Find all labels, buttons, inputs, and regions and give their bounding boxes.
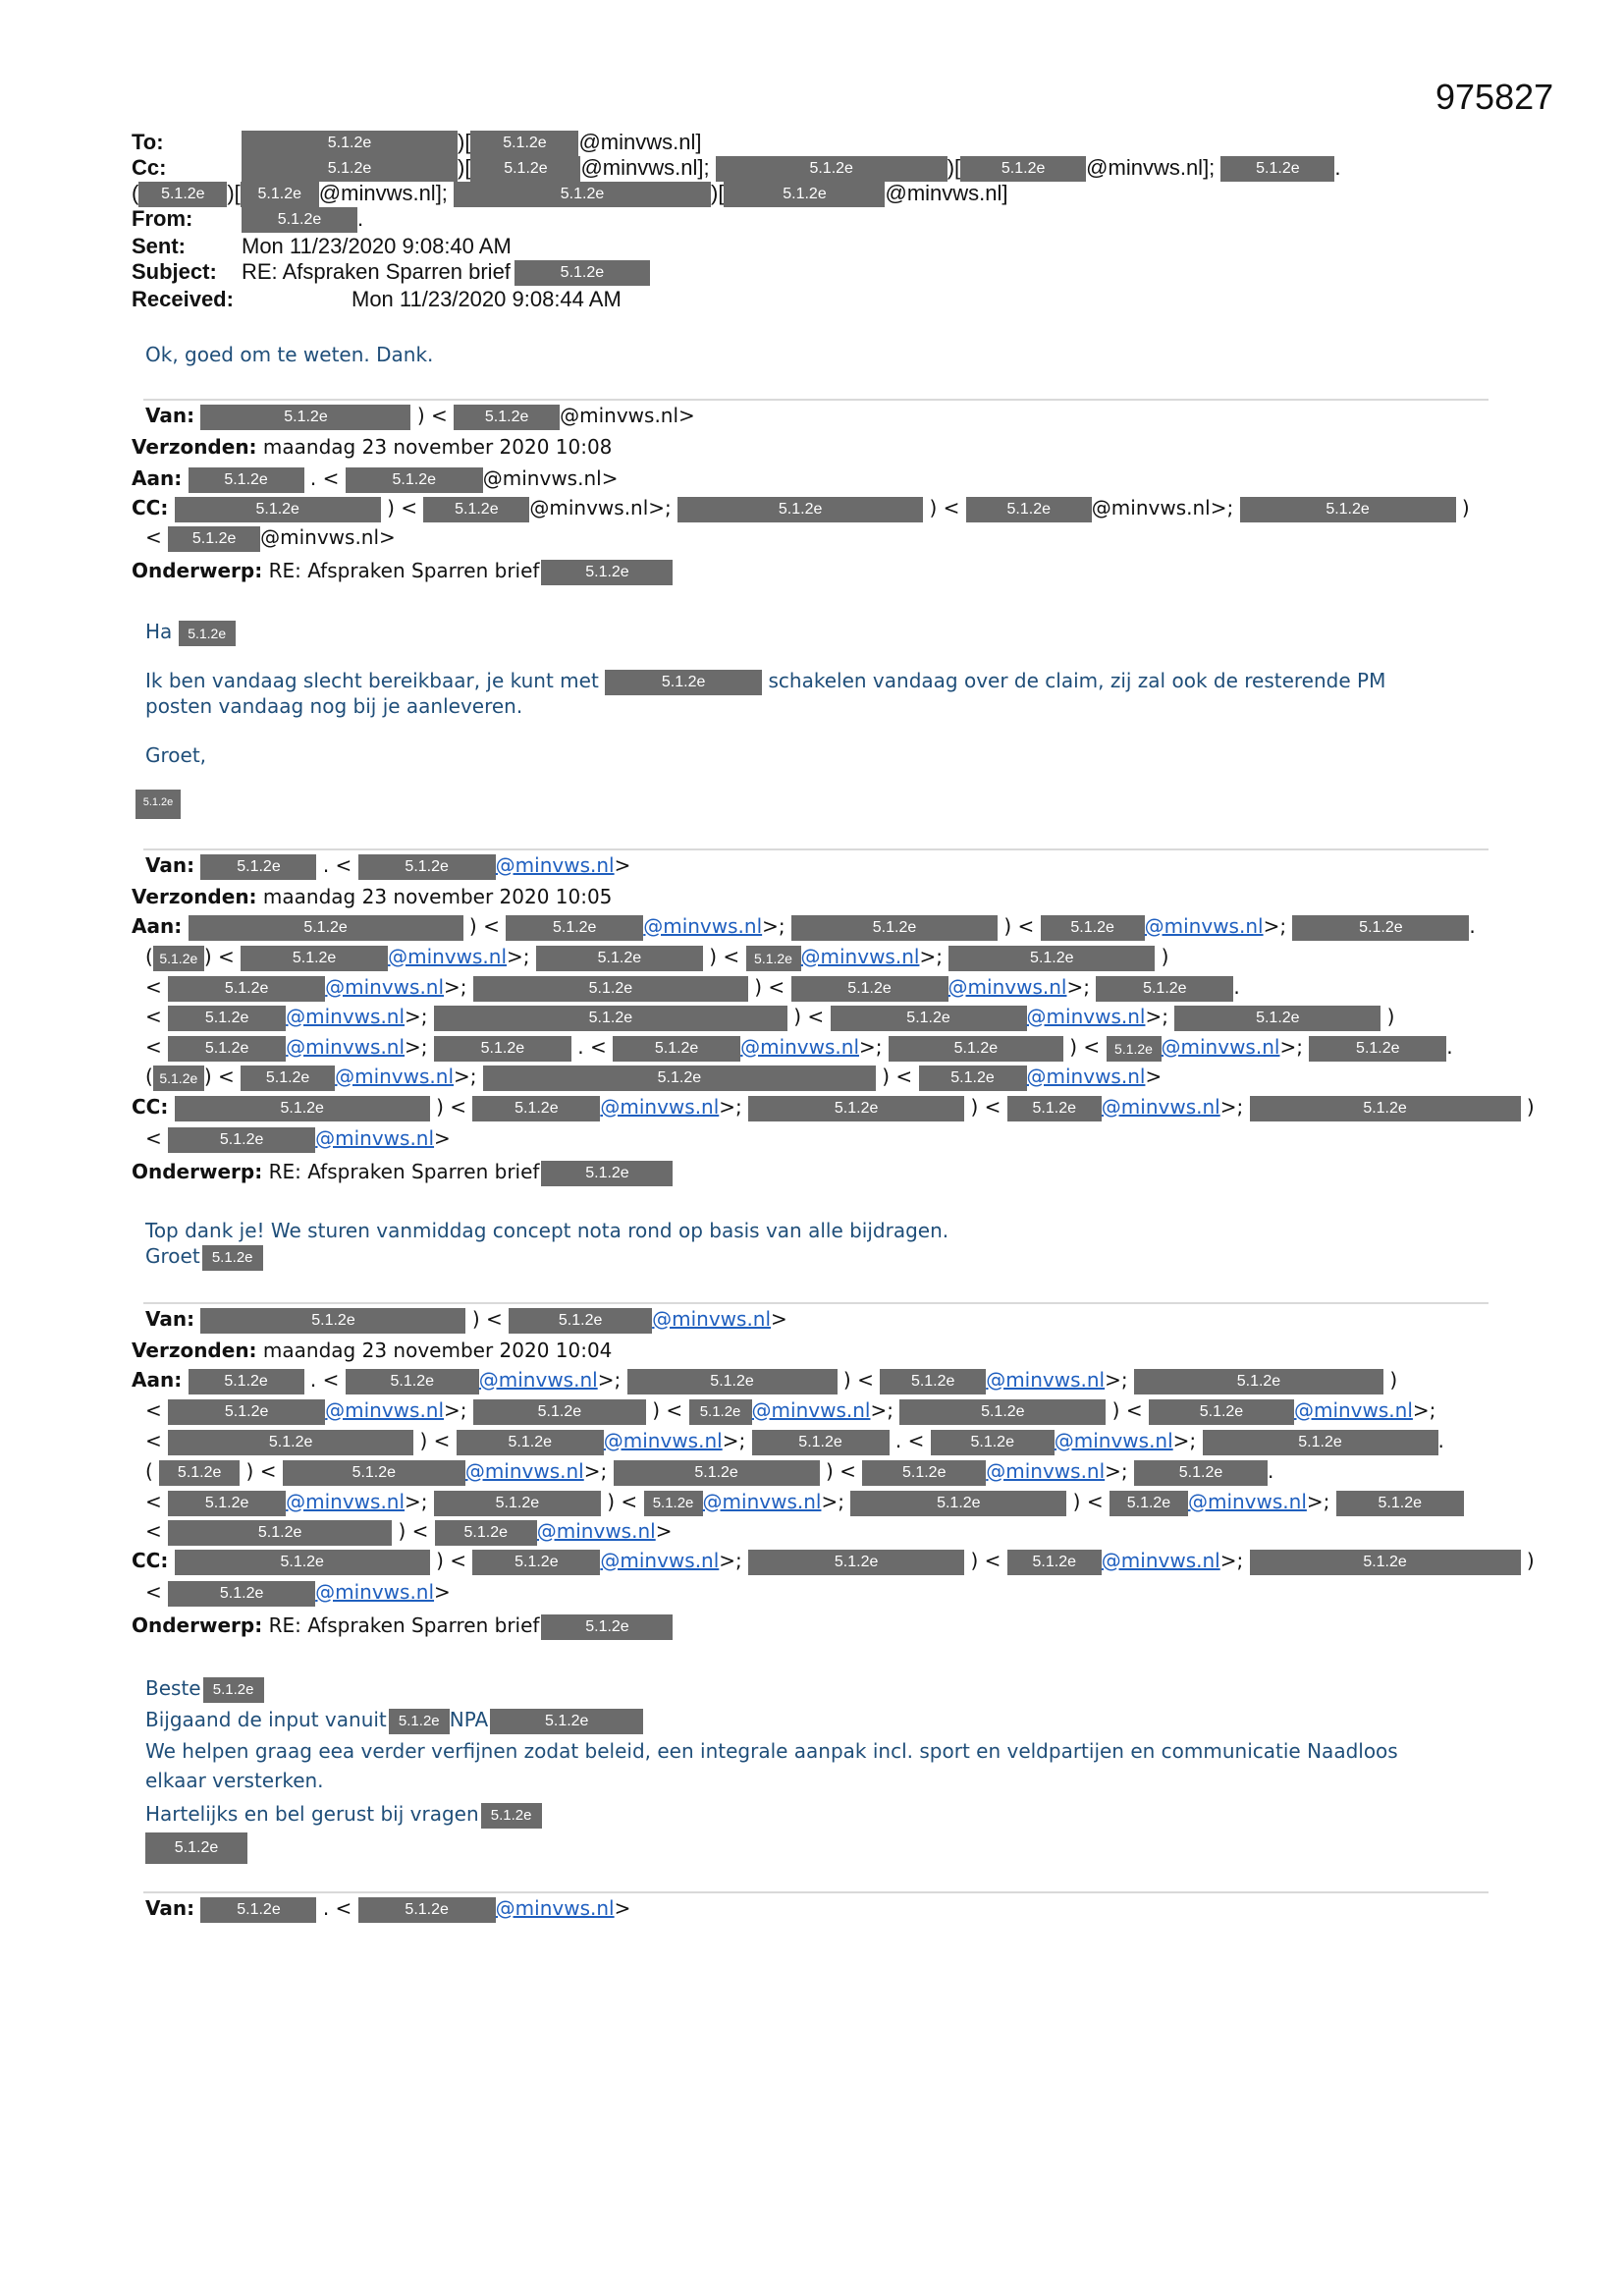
email-link[interactable]: @minvws.nl xyxy=(286,1490,406,1513)
msg3-greeting xyxy=(145,1675,264,1703)
received-line xyxy=(132,287,622,312)
sent-value: Mon 11/23/2020 9:08:40 AM xyxy=(242,234,512,258)
msg3-cc-2: < 5.1.2e @minvws.nl> xyxy=(145,1579,451,1607)
redaction: 5.1.2e xyxy=(490,1709,643,1734)
redaction: 5.1.2e xyxy=(200,1897,316,1923)
cc-label: Cc: xyxy=(132,155,167,180)
redaction: 5.1.2e xyxy=(203,1677,264,1703)
redaction: 5.1.2e xyxy=(189,1369,304,1394)
redaction: 5.1.2e xyxy=(175,497,381,522)
redaction: 5.1.2e xyxy=(850,1491,1066,1516)
subject-label: Subject: xyxy=(132,259,217,284)
redaction: 5.1.2e xyxy=(135,790,181,819)
redaction: 5.1.2e xyxy=(791,976,948,1002)
msg3-van: Van: 5.1.2e ) < 5.1.2e @minvws.nl> xyxy=(145,1306,787,1334)
separator xyxy=(143,1891,1489,1893)
email-link[interactable]: @minvws.nl xyxy=(947,975,1067,999)
redaction: 5.1.2e xyxy=(168,1006,286,1031)
redaction: 5.1.2e xyxy=(242,207,357,233)
redaction: 5.1.2e xyxy=(168,1520,392,1546)
redaction: 5.1.2e xyxy=(241,946,388,971)
redaction: 5.1.2e xyxy=(434,1006,787,1031)
to-line: To: 5.1.2e )[ 5.1.2e @minvws.nl] xyxy=(132,130,701,156)
redaction: 5.1.2e xyxy=(613,1036,740,1062)
body-text: schakelen vandaag over de claim, zij zal ook de resterende PM xyxy=(768,669,1386,692)
redaction: 5.1.2e xyxy=(677,497,923,522)
redaction: 5.1.2e xyxy=(1220,156,1334,182)
redaction: 5.1.2e xyxy=(168,1491,286,1516)
redaction: 5.1.2e xyxy=(1203,1430,1438,1455)
aan-label: Aan: xyxy=(132,1368,183,1392)
email-link[interactable]: @minvws.nl xyxy=(464,1459,584,1483)
email-link[interactable]: @minvws.nl xyxy=(1293,1398,1413,1422)
redaction: 5.1.2e xyxy=(175,1550,430,1575)
sent-value: maandag 23 november 2020 10:04 xyxy=(262,1339,613,1362)
email-link[interactable]: @minvws.nl xyxy=(600,1095,720,1119)
redaction: 5.1.2e xyxy=(889,1036,1063,1062)
email-link[interactable]: @minvws.nl xyxy=(478,1368,598,1392)
redaction: 5.1.2e xyxy=(189,467,304,493)
msg2-aan: Aan: 5.1.2e ) < 5.1.2e @minvws.nl>; 5.1.2e ) < 5.1.2e @minvws.nl>; 5.1.2e . xyxy=(132,913,1476,941)
separator xyxy=(143,848,1489,850)
greeting-text: Beste xyxy=(145,1676,201,1700)
redaction: 5.1.2e xyxy=(1110,1491,1188,1516)
redaction: 5.1.2e xyxy=(358,1897,496,1923)
redaction: 5.1.2e xyxy=(1096,976,1233,1002)
redaction: 5.1.2e xyxy=(168,1581,315,1607)
from-line: From: 5.1.2e . xyxy=(132,206,363,233)
subject-value: RE: Afspraken Sparren brief xyxy=(268,1613,540,1637)
msg3-body-line1 xyxy=(145,1707,643,1734)
email-link[interactable]: @minvws.nl xyxy=(495,853,615,877)
document-number: 975827 xyxy=(1435,77,1554,117)
msg1-greeting xyxy=(145,619,236,646)
email-link[interactable]: @minvws.nl xyxy=(495,1896,615,1920)
msg3-subject xyxy=(132,1613,673,1640)
redaction: 5.1.2e xyxy=(481,1803,542,1829)
subject-value: RE: Afspraken Sparren brief xyxy=(268,1160,540,1183)
redaction: 5.1.2e xyxy=(1007,1550,1102,1575)
email-link[interactable]: @minvws.nl xyxy=(1144,914,1264,938)
redaction: 5.1.2e xyxy=(435,1520,537,1546)
redaction: 5.1.2e xyxy=(614,1460,820,1486)
redaction: 5.1.2e xyxy=(746,946,801,971)
cc-label: CC: xyxy=(132,1549,169,1572)
received-label: Received: xyxy=(132,287,234,311)
msg2-aan-3: < 5.1.2e @minvws.nl>; 5.1.2e ) < 5.1.2e @minvws.nl>; 5.1.2e . xyxy=(145,974,1240,1002)
email-link[interactable]: @minvws.nl xyxy=(325,975,445,999)
email-domain: @minvws.nl xyxy=(1086,155,1204,180)
redaction: 5.1.2e xyxy=(200,1308,465,1334)
redaction: 5.1.2e xyxy=(1007,1096,1102,1121)
msg3-aan-5: < 5.1.2e @minvws.nl>; 5.1.2e ) < 5.1.2e @minvws.nl>; 5.1.2e ) < 5.1.2e @minvws.nl>; 5.1.2e xyxy=(145,1489,1464,1516)
redaction: 5.1.2e xyxy=(541,1161,673,1186)
msg2-cc-2: < 5.1.2e @minvws.nl> xyxy=(145,1125,451,1153)
email-link[interactable]: @minvws.nl xyxy=(388,945,508,968)
msg3-aan-4: ( 5.1.2e ) < 5.1.2e @minvws.nl>; 5.1.2e ) < 5.1.2e @minvws.nl>; 5.1.2e . xyxy=(145,1458,1273,1486)
email-link[interactable]: @minvws.nl xyxy=(1054,1429,1173,1452)
redaction: 5.1.2e xyxy=(724,182,885,207)
msg3-aan-3: < 5.1.2e ) < 5.1.2e @minvws.nl>; 5.1.2e . < 5.1.2e @minvws.nl>; 5.1.2e . xyxy=(145,1428,1444,1455)
redaction: 5.1.2e xyxy=(153,1066,204,1091)
redaction: 5.1.2e xyxy=(541,560,673,585)
redaction: 5.1.2e xyxy=(346,467,483,493)
email-link[interactable]: @minvws.nl xyxy=(986,1368,1106,1392)
sent-line xyxy=(132,234,512,259)
msg2-van: Van: 5.1.2e . < 5.1.2e @minvws.nl> xyxy=(145,852,630,880)
redaction: 5.1.2e xyxy=(472,1550,600,1575)
redaction: 5.1.2e xyxy=(1041,915,1145,941)
redaction: 5.1.2e xyxy=(716,156,947,182)
redaction: 5.1.2e xyxy=(457,1430,604,1455)
msg2-subject xyxy=(132,1159,673,1186)
van-label: Van: xyxy=(145,1307,195,1331)
redaction: 5.1.2e xyxy=(862,1460,986,1486)
redaction: 5.1.2e xyxy=(168,1430,413,1455)
msg1-cc-2: < 5.1.2e @minvws.nl> xyxy=(145,524,396,552)
redaction: 5.1.2e xyxy=(948,946,1155,971)
redaction: 5.1.2e xyxy=(791,915,998,941)
redaction: 5.1.2e xyxy=(1250,1096,1521,1121)
redaction: 5.1.2e xyxy=(200,405,410,430)
sent-label: Sent: xyxy=(132,234,186,258)
msg1-closing: Groet, xyxy=(145,743,207,767)
separator xyxy=(143,1302,1489,1304)
email-link[interactable]: @minvws.nl xyxy=(702,1490,822,1513)
from-label: From: xyxy=(132,206,193,231)
redaction: 5.1.2e xyxy=(168,526,260,552)
msg3-body-line2: We helpen graag eea verder verfijnen zodat beleid, een integrale aanpak incl. sport en veldpartijen en communicatie Naadloos xyxy=(145,1739,1398,1763)
msg1-van: Van: 5.1.2e ) < 5.1.2e @minvws.nl> xyxy=(145,403,695,430)
redaction: 5.1.2e xyxy=(536,946,703,971)
redaction: 5.1.2e xyxy=(931,1430,1055,1455)
email-domain: @minvws.nl xyxy=(318,181,436,205)
redaction: 5.1.2e xyxy=(627,1369,838,1394)
redaction: 5.1.2e xyxy=(242,131,458,156)
msg3-aan: Aan: 5.1.2e . < 5.1.2e @minvws.nl>; 5.1.2e ) < 5.1.2e @minvws.nl>; 5.1.2e ) xyxy=(132,1367,1397,1394)
msg1-cc: CC: 5.1.2e ) < 5.1.2e @minvws.nl>; 5.1.2e ) < 5.1.2e @minvws.nl>; 5.1.2e ) xyxy=(132,495,1470,522)
closing-text: Groet xyxy=(145,1244,200,1268)
email-link[interactable]: @minvws.nl xyxy=(986,1459,1106,1483)
email-link[interactable]: @minvws.nl xyxy=(1161,1035,1280,1059)
msg2-aan-6: ( 5.1.2e ) < 5.1.2e @minvws.nl>; 5.1.2e ) < 5.1.2e @minvws.nl> xyxy=(145,1064,1162,1091)
redaction: 5.1.2e xyxy=(202,1245,263,1271)
redaction: 5.1.2e xyxy=(159,1460,240,1486)
msg2-body-line1: Top dank je! We sturen vanmiddag concept nota rond op basis van alle bijdragen. xyxy=(145,1219,949,1242)
sent-value: maandag 23 november 2020 10:08 xyxy=(262,435,613,459)
van-label: Van: xyxy=(145,404,195,427)
redaction: 5.1.2e xyxy=(1134,1369,1383,1394)
redaction: 5.1.2e xyxy=(175,1096,430,1121)
email-domain: @minvws.nl xyxy=(580,155,698,180)
redaction: 5.1.2e xyxy=(179,621,236,646)
redaction: 5.1.2e xyxy=(168,976,325,1002)
redaction: 5.1.2e xyxy=(748,1550,964,1575)
redaction: 5.1.2e xyxy=(470,131,578,156)
email-link[interactable]: @minvws.nl xyxy=(1101,1549,1220,1572)
msg3-body-line3: elkaar versterken. xyxy=(145,1769,324,1792)
email-link[interactable]: @minvws.nl xyxy=(286,1035,406,1059)
sent-value: maandag 23 november 2020 10:05 xyxy=(262,885,613,908)
redaction: 5.1.2e xyxy=(200,854,316,880)
email-link[interactable]: @minvws.nl xyxy=(652,1307,772,1331)
onderwerp-label: Onderwerp: xyxy=(132,1160,263,1183)
msg3-closing xyxy=(145,1801,542,1829)
verzonden-label: Verzonden: xyxy=(132,885,257,908)
van-label: Van: xyxy=(145,1896,195,1920)
msg4-van: Van: 5.1.2e . < 5.1.2e @minvws.nl> xyxy=(145,1895,630,1923)
redaction: 5.1.2e xyxy=(138,182,227,207)
separator xyxy=(143,399,1489,401)
greeting-text: Ha xyxy=(145,620,173,643)
onderwerp-label: Onderwerp: xyxy=(132,559,263,582)
email-link[interactable]: @minvws.nl xyxy=(1101,1095,1220,1119)
redaction: 5.1.2e xyxy=(454,405,560,430)
email-domain: @minvws.nl xyxy=(1091,496,1211,519)
msg1-signature xyxy=(135,790,181,819)
email-domain: @minvws.nl xyxy=(529,496,649,519)
cc-label: CC: xyxy=(132,1095,169,1119)
cc-line: Cc: 5.1.2e )[ 5.1.2e @minvws.nl]; 5.1.2e )[ 5.1.2e @minvws.nl]; 5.1.2e . xyxy=(132,155,1341,182)
subject-value: RE: Afspraken Sparren brief xyxy=(268,559,540,582)
msg3-cc: CC: 5.1.2e ) < 5.1.2e @minvws.nl>; 5.1.2e ) < 5.1.2e @minvws.nl>; 5.1.2e ) xyxy=(132,1548,1535,1575)
email-link[interactable]: @minvws.nl xyxy=(335,1065,455,1088)
redaction: 5.1.2e xyxy=(748,1096,964,1121)
email-link[interactable]: @minvws.nl xyxy=(315,1580,435,1604)
email-domain: @minvws.nl xyxy=(482,466,602,490)
verzonden-label: Verzonden: xyxy=(132,1339,257,1362)
to-label: To: xyxy=(132,130,164,154)
redaction: 5.1.2e xyxy=(966,497,1092,522)
reply-body: Ok, goed om te weten. Dank. xyxy=(145,343,434,366)
redaction: 5.1.2e xyxy=(605,670,762,695)
verzonden-label: Verzonden: xyxy=(132,435,257,459)
redaction: 5.1.2e xyxy=(919,1066,1027,1091)
redaction: 5.1.2e xyxy=(470,156,580,182)
msg3-sent xyxy=(132,1338,612,1363)
email-link[interactable]: @minvws.nl xyxy=(600,1549,720,1572)
redaction: 5.1.2e xyxy=(472,1096,600,1121)
redaction: 5.1.2e xyxy=(434,1491,601,1516)
msg2-aan-4: < 5.1.2e @minvws.nl>; 5.1.2e ) < 5.1.2e @minvws.nl>; 5.1.2e ) xyxy=(145,1004,1395,1031)
body-text: Bijgaand de input vanuit xyxy=(145,1708,387,1731)
email-domain: @minvws.nl xyxy=(260,525,380,549)
redaction: 5.1.2e xyxy=(434,1036,571,1062)
redaction: 5.1.2e xyxy=(454,182,711,207)
redaction: 5.1.2e xyxy=(752,1430,890,1455)
redaction: 5.1.2e xyxy=(153,946,204,971)
redaction: 5.1.2e xyxy=(389,1709,450,1734)
redaction: 5.1.2e xyxy=(1174,1006,1380,1031)
subject-value: RE: Afspraken Sparren brief xyxy=(242,259,511,284)
aan-label: Aan: xyxy=(132,466,183,490)
redaction: 5.1.2e xyxy=(283,1460,465,1486)
redaction: 5.1.2e xyxy=(1134,1460,1268,1486)
redaction: 5.1.2e xyxy=(168,1036,286,1062)
body-text: NPA xyxy=(449,1708,489,1731)
redaction: 5.1.2e xyxy=(644,1491,703,1516)
redaction: 5.1.2e xyxy=(1107,1036,1162,1062)
redaction: 5.1.2e xyxy=(168,1399,325,1425)
redaction: 5.1.2e xyxy=(241,1066,335,1091)
msg1-sent xyxy=(132,434,612,460)
email-link[interactable]: @minvws.nl xyxy=(536,1519,656,1543)
msg2-aan-5: < 5.1.2e @minvws.nl>; 5.1.2e . < 5.1.2e @minvws.nl>; 5.1.2e ) < 5.1.2e @minvws.nl>; 5.1.2e . xyxy=(145,1034,1453,1062)
msg3-aan-6: < 5.1.2e ) < 5.1.2e @minvws.nl> xyxy=(145,1518,672,1546)
onderwerp-label: Onderwerp: xyxy=(132,1613,263,1637)
redaction: 5.1.2e xyxy=(960,156,1086,182)
redaction: 5.1.2e xyxy=(541,1614,673,1640)
email-domain: @minvws.nl xyxy=(560,404,679,427)
email-link[interactable]: @minvws.nl xyxy=(643,914,763,938)
redaction: 5.1.2e xyxy=(1292,915,1469,941)
msg2-aan-2: ( 5.1.2e ) < 5.1.2e @minvws.nl>; 5.1.2e ) < 5.1.2e @minvws.nl>; 5.1.2e ) xyxy=(145,944,1168,971)
redaction: 5.1.2e xyxy=(423,497,529,522)
msg1-body-line1 xyxy=(145,668,1385,695)
redaction: 5.1.2e xyxy=(689,1399,752,1425)
cc-line-2: ( 5.1.2e )[ 5.1.2e @minvws.nl]; 5.1.2e )[ 5.1.2e @minvws.nl] xyxy=(132,181,1008,207)
redaction: 5.1.2e xyxy=(145,1832,247,1864)
subject-line xyxy=(132,259,650,286)
msg2-closing xyxy=(145,1243,263,1271)
redaction: 5.1.2e xyxy=(473,976,748,1002)
redaction: 5.1.2e xyxy=(1149,1399,1294,1425)
email-link[interactable]: @minvws.nl xyxy=(1026,1005,1146,1028)
cc-label: CC: xyxy=(132,496,169,519)
redaction: 5.1.2e xyxy=(831,1006,1027,1031)
email-link[interactable]: @minvws.nl xyxy=(1187,1490,1307,1513)
closing-text: Hartelijks en bel gerust bij vragen xyxy=(145,1802,479,1826)
msg3-aan-2: < 5.1.2e @minvws.nl>; 5.1.2e ) < 5.1.2e @minvws.nl>; 5.1.2e ) < 5.1.2e @minvws.nl>; xyxy=(145,1397,1435,1425)
redaction: 5.1.2e xyxy=(189,915,463,941)
redaction: 5.1.2e xyxy=(242,156,458,182)
msg1-body-line2: posten vandaag nog bij je aanleveren. xyxy=(145,694,523,718)
redaction: 5.1.2e xyxy=(899,1399,1106,1425)
redaction: 5.1.2e xyxy=(1250,1550,1521,1575)
email-link[interactable]: @minvws.nl xyxy=(740,1035,860,1059)
msg2-cc: CC: 5.1.2e ) < 5.1.2e @minvws.nl>; 5.1.2e ) < 5.1.2e @minvws.nl>; 5.1.2e ) xyxy=(132,1094,1535,1121)
redaction: 5.1.2e xyxy=(241,182,319,207)
received-value: Mon 11/23/2020 9:08:44 AM xyxy=(352,287,622,311)
email-domain: @minvws.nl xyxy=(885,181,1002,205)
email-link[interactable]: @minvws.nl xyxy=(286,1005,406,1028)
email-link[interactable]: @minvws.nl xyxy=(800,945,920,968)
redaction: 5.1.2e xyxy=(473,1399,646,1425)
body-text: Ik ben vandaag slecht bereikbaar, je kunt met xyxy=(145,669,599,692)
msg1-aan: Aan: 5.1.2e . < 5.1.2e @minvws.nl> xyxy=(132,465,618,493)
redaction: 5.1.2e xyxy=(506,915,643,941)
msg3-signature xyxy=(145,1832,247,1864)
email-link[interactable]: @minvws.nl xyxy=(603,1429,723,1452)
redaction: 5.1.2e xyxy=(514,260,650,286)
van-label: Van: xyxy=(145,853,195,877)
redaction: 5.1.2e xyxy=(1336,1491,1464,1516)
aan-label: Aan: xyxy=(132,914,183,938)
email-domain: @minvws.nl xyxy=(578,130,696,154)
redaction: 5.1.2e xyxy=(1309,1036,1446,1062)
email-link[interactable]: @minvws.nl xyxy=(751,1398,871,1422)
redaction: 5.1.2e xyxy=(509,1308,652,1334)
redaction: 5.1.2e xyxy=(168,1127,315,1153)
redaction: 5.1.2e xyxy=(358,854,496,880)
email-link[interactable]: @minvws.nl xyxy=(325,1398,445,1422)
redaction: 5.1.2e xyxy=(880,1369,986,1394)
email-link[interactable]: @minvws.nl xyxy=(1026,1065,1146,1088)
redaction: 5.1.2e xyxy=(346,1369,479,1394)
redaction: 5.1.2e xyxy=(1240,497,1456,522)
email-link[interactable]: @minvws.nl xyxy=(315,1126,435,1150)
msg2-sent xyxy=(132,884,612,909)
redaction: 5.1.2e xyxy=(483,1066,876,1091)
msg1-subject xyxy=(132,558,673,585)
